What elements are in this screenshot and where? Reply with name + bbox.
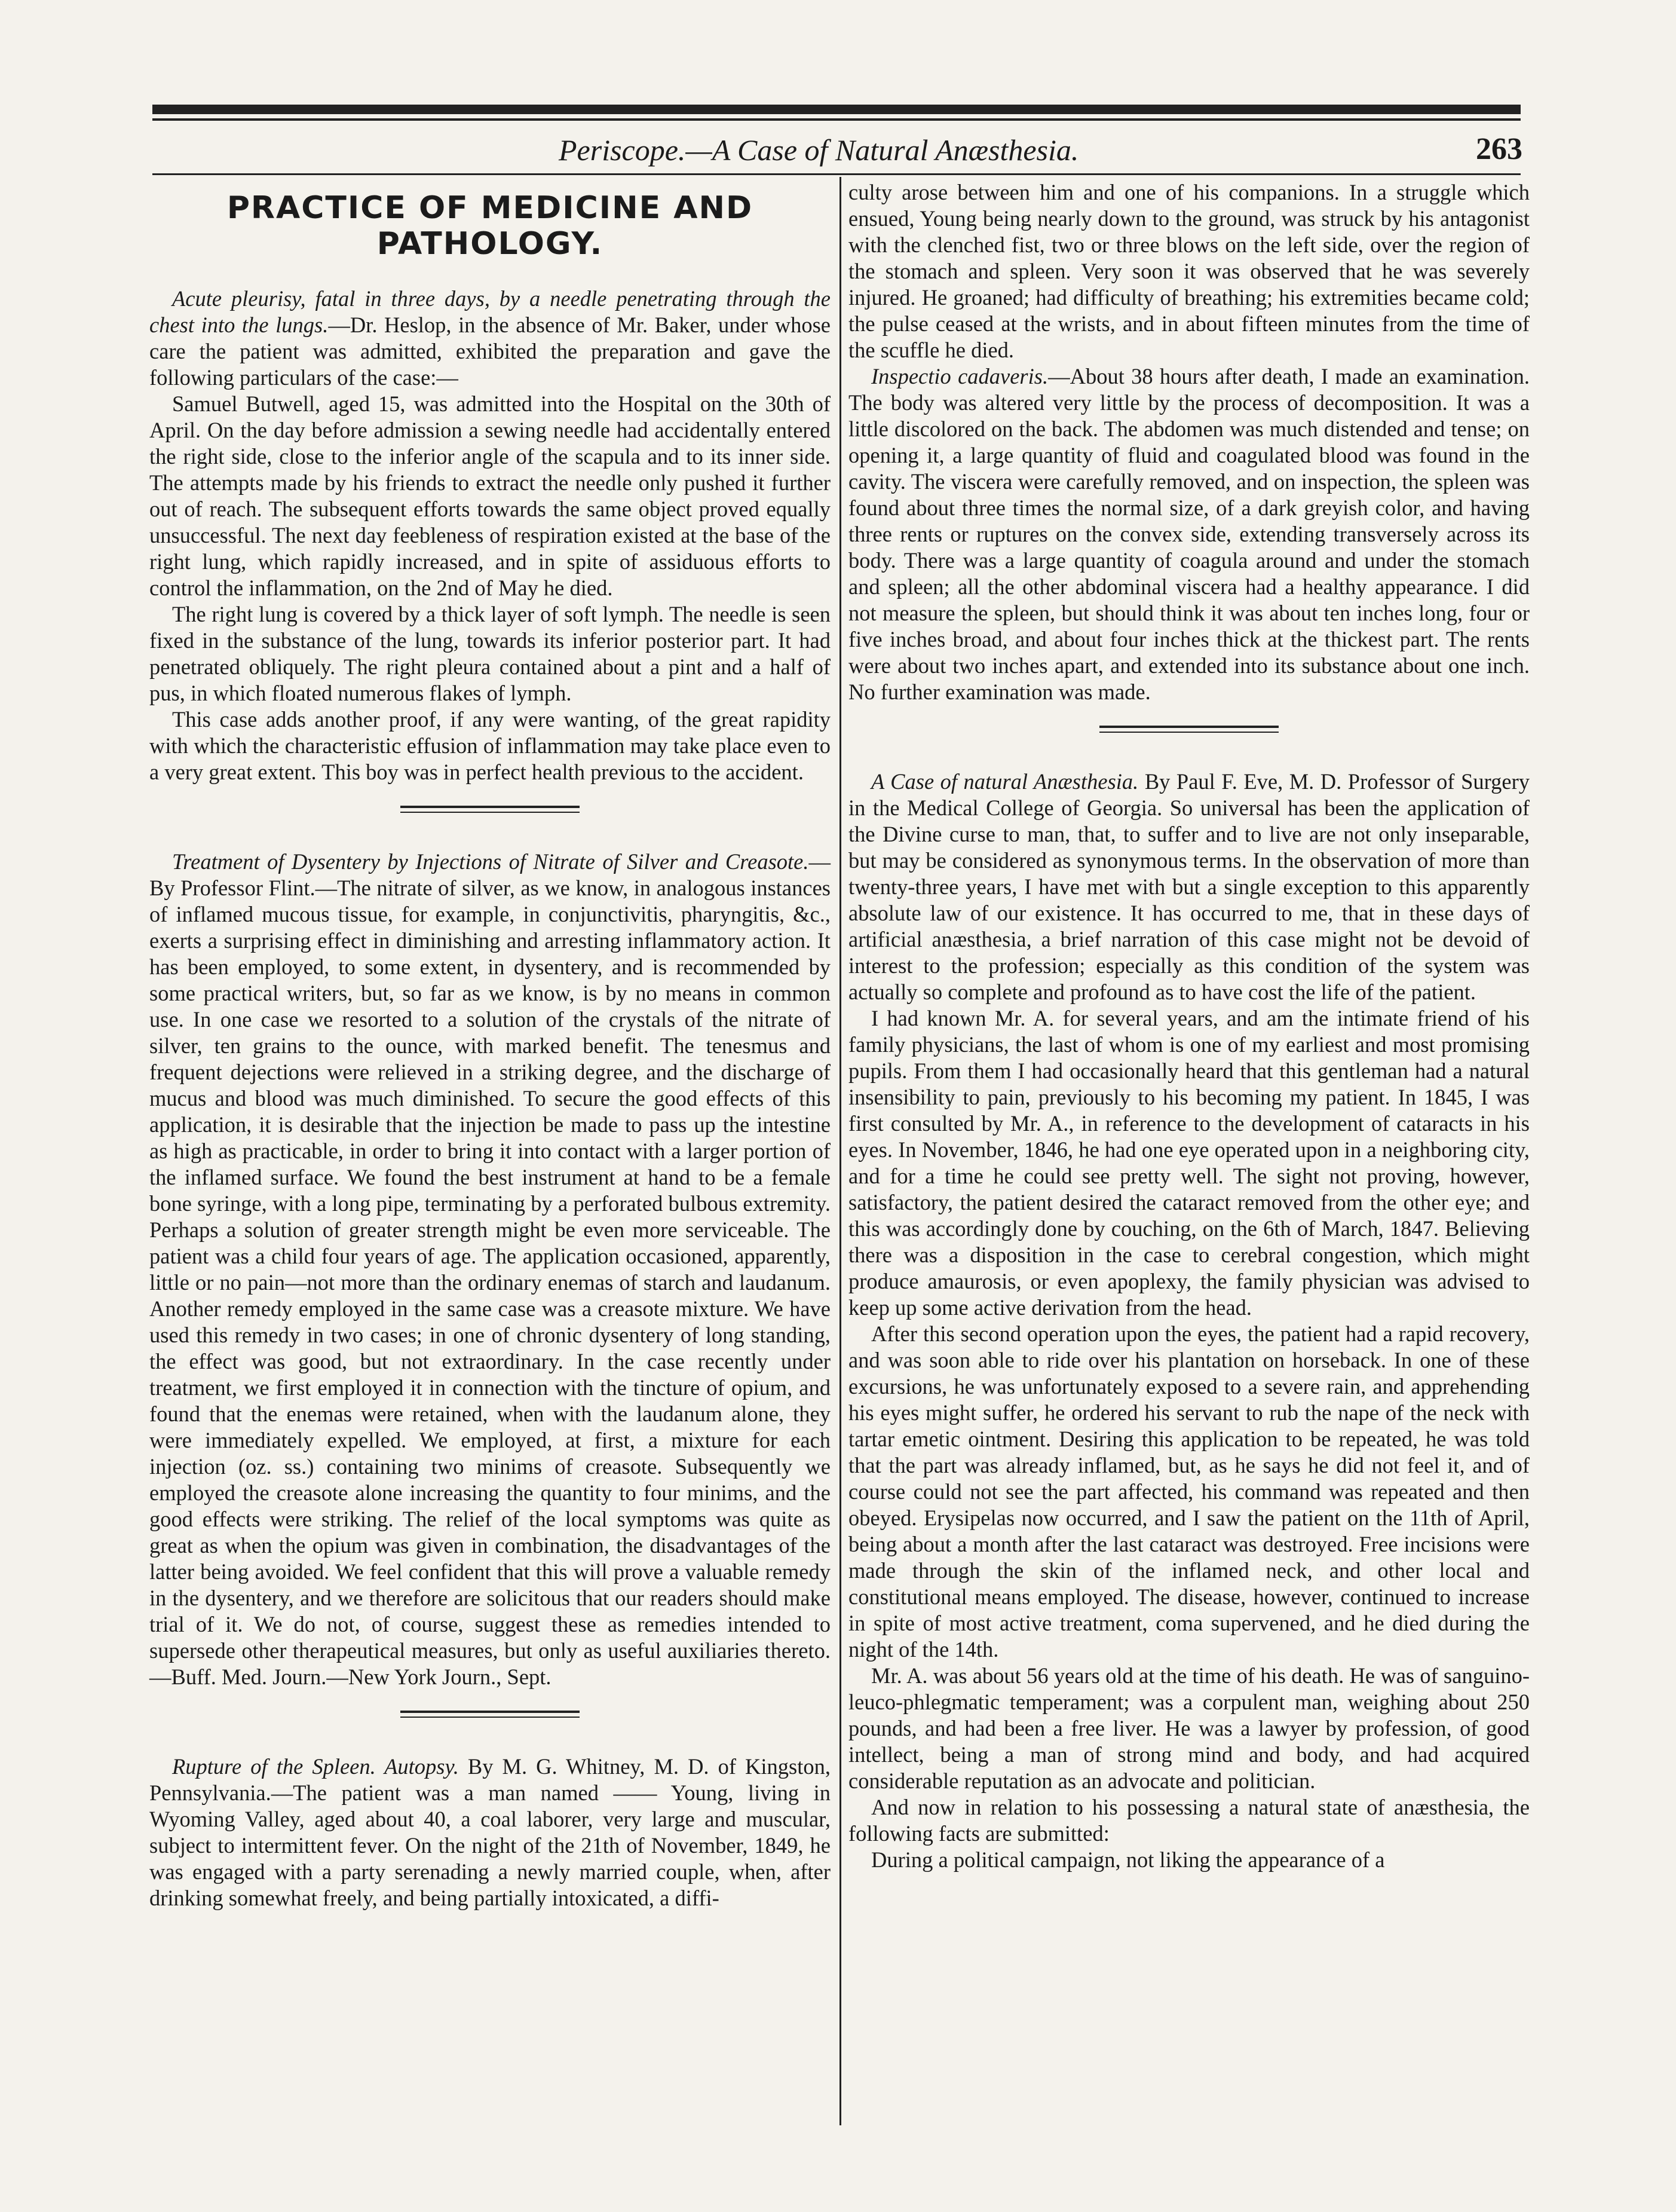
top-rule-thin bbox=[152, 118, 1521, 121]
article-dysentery-lead: Treatment of Dysentery by Injections of Nitrate of Silver and Creasote. bbox=[172, 849, 809, 874]
article-dysentery-body: —By Professor Flint.—The nitrate of silver, as we know, in analogous instances of inflamed mucous tissue, for example, in conjunctivitis, pharyngitis, &c., exerts a surprising effect in diminishing and arresting inflammatory action. It has been employed, to some extent, in dysentery, and is recommended by some practical writers, but, so far as we know, is by no means in common use. In one case we resorted to a solution of the crystals of the nitrate of silver, ten grains to the ounce, with marked benefit. The tenesmus and frequent dejections were relieved in a striking degree, and the discharge of mucus and blood was much diminished. To secure the good effects of this application, it is desirable that the injection be made to pass up the intestine as high as practicable, in order to bring it into contact with a larger portion of the inflamed surface. We found the best instrument at hand to be a female bone syringe, with a long pipe, terminating by a perforated bulbous extremity. Perhaps a solution of greater strength might be even more serviceable. The patient was a child four years of age. The application occasioned, apparently, little or no pain—not more than the ordinary enemas of starch and laudanum. Another remedy employed in the same case was a creasote mixture. We have used this remedy in two cases; in one of chronic dysentery of long standing, the effect was good, but not extraordinary. In the case recently under treatment, we first employed it in connection with the tincture of opium, and found that the enemas were retained, when with the laudanum alone, they were immediately expelled. We employed, at first, a mixture for each injection (oz. ss.) containing two minims of creasote. Subsequently we employed the creasote alone increasing the quantity to four minims, and the good effects were striking. The relief of the local symptoms was quite as great as when the opium was given in combination, the disadvantages of the latter being avoided. We feel confident that this will prove a valuable remedy in the dysentery, and we therefore are solicitous that our readers should make trial of it. We do not, of course, suggest these as remedies intended to supersede other therapeutical measures, but only as useful auxiliaries thereto.—Buff. Med. Journ.—New York Journ., Sept. bbox=[149, 849, 831, 1689]
article-anaesthesia-lead: A Case of natural Anæsthesia. bbox=[871, 769, 1139, 794]
article-anaesthesia-body: By Paul F. Eve, M. D. Professor of Surgery in the Medical College of Georgia. So universal has been the application of the Divine curse to man, that, to suffer and to live are not only inseparable, but may be considered as synonymous terms. In the observation of more than twenty-three years, I have met with but a single exception to this apparently absolute law of our existence. It has occurred to me, that in these days of artificial anæsthesia, a brief narration of this case might not be devoid of interest to the profession; especially as this condition of the system was actually so complete and profound as to have cost the life of the patient. bbox=[848, 769, 1530, 1004]
article-separator bbox=[400, 1711, 580, 1718]
column-divider bbox=[839, 177, 841, 2125]
article-pleurisy-p1 bbox=[149, 286, 831, 391]
article-separator bbox=[400, 806, 580, 813]
header-rule bbox=[152, 173, 1521, 175]
article-anaesthesia-p3: After this second operation upon the eyes, the patient had a rapid recovery, and was soon able to ride over his plantation on horseback. In one of these excursions, he was unfortunately exposed to a severe rain, and apprehending his eyes might suffer, he ordered his servant to rub the nape of the neck with tartar emetic ointment. Desiring this application to be repeated, he was told that the part was already inflamed, but, as he says he did not feel it, and of course could not see the part affected, his command was repeated and then obeyed. Erysipelas now occurred, and I saw the patient on the 11th of April, being about a month after the last cataract was destroyed. Free incisions were made through the skin of the inflamed neck, and other local and constitutional means employed. The disease, however, continued to increase in spite of most active treatment, coma supervened, and he died during the night of the 14th. bbox=[848, 1321, 1530, 1662]
article-spleen-continued: culty arose between him and one of his companions. In a struggle which ensued, Young being nearly down to the ground, was struck by his antagonist with the clenched fist, two or three blows on the left side, over the region of the stomach and spleen. Very soon it was observed that he was severely injured. He groaned; had difficulty of breathing; his extremities became cold; the pulse ceased at the wrists, and in about fifteen minutes from the time of the scuffle he died. bbox=[848, 180, 1530, 362]
article-anaesthesia-p1 bbox=[848, 769, 1530, 1005]
article-spleen-autopsy-lead: Inspectio cadaveris. bbox=[871, 364, 1049, 388]
article-pleurisy-lead: Acute pleurisy, fatal in three days, by a needle penetrating through the chest into the lungs. bbox=[149, 286, 831, 337]
article-pleurisy-intro: —Dr. Heslop, in the absence of Mr. Baker, under whose care the patient was admitted, exhibited the preparation and gave the following particulars of the case:— bbox=[149, 313, 831, 390]
section-title: PRACTICE OF MEDICINE AND PATHOLOGY. bbox=[226, 190, 753, 262]
running-head-title: Periscope.—A Case of Natural Anæsthesia. bbox=[559, 133, 1079, 167]
article-spleen-autopsy bbox=[848, 363, 1530, 705]
left-column bbox=[149, 179, 831, 1911]
article-anaesthesia-p5: And now in relation to his possessing a natural state of anæsthesia, the following facts are submitted: bbox=[848, 1795, 1530, 1846]
article-anaesthesia-p2: I had known Mr. A. for several years, and am the intimate friend of his family physicians, the last of whom is one of my earliest and most promising pupils. From them I had occasionally heard that this gentleman had a natural insensibility to pain, previously to his becoming my patient. In 1845, I was first consulted by Mr. A., in reference to the development of cataracts in his eyes. In November, 1846, he had one eye operated upon in a neighboring city, and for a time he could see pretty well. The sight not proving, however, satisfactory, the patient desired the cataract removed from the other eye; and this was accordingly done by couching, on the 6th of March, 1847. Believing there was a disposition in the case to cerebral congestion, which might produce amaurosis, or even apoplexy, the family physician was advised to keep up some active derivation from the head. bbox=[848, 1006, 1530, 1320]
article-dysentery-p1 bbox=[149, 849, 831, 1690]
article-anaesthesia-p6: During a political campaign, not liking the appearance of a bbox=[871, 1847, 1385, 1872]
article-pleurisy-p4: This case adds another proof, if any were wanting, of the great rapidity with which the characteristic effusion of inflammation may take place even to a very great extent. This boy was in perfect health previous to the accident. bbox=[149, 707, 831, 784]
page-number: 263 bbox=[1476, 132, 1522, 166]
article-spleen-p1 bbox=[149, 1754, 831, 1911]
article-spleen-lead: Rupture of the Spleen. Autopsy. bbox=[172, 1754, 459, 1779]
article-spleen-autopsy-body: —About 38 hours after death, I made an examination. The body was altered very little by the process of decomposition. It was a little discolored on the back. The abdomen was much distended and tense; on opening it, a large quantity of fluid and coagulated blood was found in the cavity. The viscera were carefully removed, and on inspection, the spleen was found about three times the normal size, of a dark greyish color, and having three rents or ruptures on the convex side, extending transversely across its body. There was a large quantity of coagula around and under the stomach and spleen; all the other abdominal viscera had a healthy appearance. I did not measure the spleen, but should think it was about ten inches long, four or five inches broad, and about four inches thick at the thickest part. The rents were about two inches apart, and extended into its substance about one inch. No further examination was made. bbox=[848, 364, 1530, 704]
top-rule-thick bbox=[152, 105, 1521, 114]
article-separator bbox=[1099, 726, 1279, 733]
article-pleurisy-p3: The right lung is covered by a thick layer of soft lymph. The needle is seen fixed in the substance of the lung, towards its inferior posterior part. It had penetrated obliquely. The right pleura contained about a pint and a half of pus, in which floated numerous flakes of lymph. bbox=[149, 602, 831, 705]
article-spleen-body: By M. G. Whitney, M. D. of Kingston, Pennsylvania.—The patient was a man named —— Young, living in Wyoming Valley, aged about 40, a coal laborer, very large and muscular, subject to intermittent fever. On the night of the 21th of November, 1849, he was engaged with a party serenading a newly married couple, when, after drinking somewhat freely, and being partially intoxicated, a diffi- bbox=[149, 1754, 831, 1910]
running-head bbox=[0, 126, 1676, 179]
article-pleurisy-p2: Samuel Butwell, aged 15, was admitted into the Hospital on the 30th of April. On the day before admission a sewing needle had accidentally entered the right side, close to the inferior angle of the scapula and to its inner side. The attempts made by his friends to extract the needle only pushed it further out of reach. The subsequent efforts towards the same object proved equally unsuccessful. The next day feebleness of respiration existed at the base of the right lung, which rapidly increased, and in spite of assiduous efforts to control the inflammation, on the 2nd of May he died. bbox=[149, 391, 831, 600]
article-anaesthesia-p4: Mr. A. was about 56 years old at the time of his death. He was of sanguino-leuco-phlegmatic temperament; was a corpulent man, weighing about 250 pounds, and had been a free liver. He was a lawyer by profession, of good intellect, being a man of strong mind and body, and had acquired considerable reputation as an advocate and politician. bbox=[848, 1663, 1530, 1793]
right-column bbox=[848, 179, 1530, 1873]
